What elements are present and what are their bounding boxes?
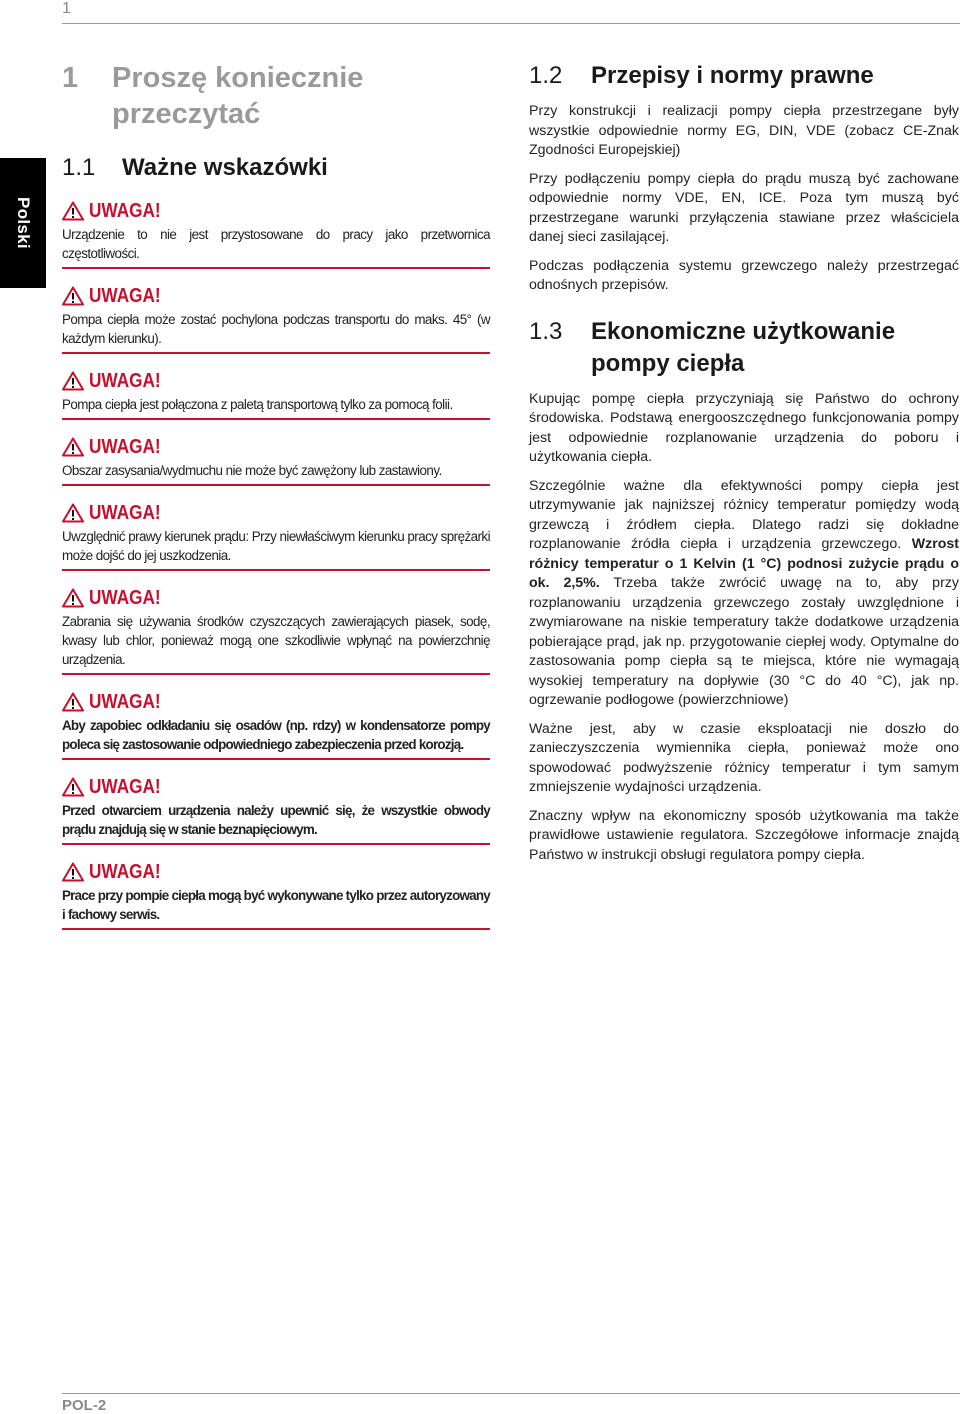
paragraph: Podczas podłączenia systemu grzewczego należy przestrzegać odnośnych przepisów.: [529, 257, 959, 293]
chapter-number: 1: [62, 62, 79, 94]
warning-header: [62, 283, 490, 309]
language-tab: [0, 158, 46, 288]
warning-header: [62, 198, 490, 224]
warning-text: Urządzenie to nie jest przystosowane do pracy jako przetwornica częstotliwości.: [62, 227, 490, 261]
warning-label: UWAGA!: [89, 369, 161, 392]
warning-text: Aby zapobiec odkładaniu się osadów (np. rdzy) w kondensatorze pompy poleca się zastosowanie odpowiedniego zabezpieczenia przed korozją.: [62, 718, 490, 752]
chapter-title: Proszę koniecznie przeczytać: [112, 62, 364, 130]
warning-text: Obszar zasysania/wydmuchu nie może być zawężony lub zastawiony.: [62, 463, 442, 478]
warning-label: UWAGA!: [89, 690, 161, 713]
warning-label: UWAGA!: [89, 501, 161, 524]
warning-header: [62, 859, 490, 885]
warning-header: [62, 774, 490, 800]
warning-triangle-icon: [62, 201, 89, 221]
paragraph: Znaczny wpływ na ekonomiczny sposób użytkowania ma także prawidłowe ustawienie regulatora. Szczegółowe informacje znajdą Państwo w instrukcji obsługi regulatora pompy ciepła.: [529, 807, 959, 863]
warning-text: Zabrania się używania środków czyszczących zawierających piasek, sodę, kwasy lub chlor, ponieważ mogą one szkodliwie wpłynąć na powierzchnię urządzenia.: [62, 614, 490, 667]
warning-block: [62, 859, 490, 930]
warning-block: [62, 585, 490, 675]
chapter-heading: [62, 60, 490, 132]
warning-header: [62, 434, 490, 460]
warning-triangle-icon: [62, 286, 89, 306]
warning-text: Prace przy pompie ciepła mogą być wykonywane tylko przez autoryzowany i fachowy serwis.: [62, 888, 490, 922]
paragraph: Kupując pompę ciepła przyczyniają się Państwo do ochrony środowiska. Podstawą energooszczędnego funkcjonowania pompy jest odpowiednie rozplanowanie urządzenia do poboru i użytkowania ciepła.: [529, 390, 959, 465]
warning-text: Uwzględnić prawy kierunek prądu: Przy niewłaściwym kierunku pracy sprężarki może dojść do jej uszkodzenia.: [62, 529, 490, 563]
left-column: [62, 60, 490, 944]
paragraph-text: Szczególnie ważne dla efektywności pompy ciepła jest utrzymywanie jak najniższej różnicy temperatur pomiędzy wodą grzewczą i źródłem ciepła. Dlatego radzi się dokładne rozplanowanie źródła ciepła i urządzenia grzewczego.: [529, 477, 959, 552]
section-title: Przepisy i normy prawne: [591, 62, 874, 89]
paragraph: [529, 477, 959, 711]
warning-triangle-icon: [62, 692, 89, 712]
warning-block: [62, 689, 490, 760]
footer-page-label: POL-2: [62, 1397, 107, 1414]
section-number: 1.3: [529, 317, 563, 345]
section-number: 1.1: [62, 154, 96, 181]
warning-header: [62, 585, 490, 611]
paragraph-text: Trzeba także zwrócić uwagę na to, aby przy rozplanowaniu urządzenia grzewczego zostały uwzględnione i zwymiarowane na niskie temperatury także dodatkowe urządzenia pobierające prąd, jak np. przygotowanie ciepłej wody. Optymalne do zastosowania pomp ciepła są te miejsca, które nie wymagają wysokiej temperatury na dopływie (30 °C do 40 °C), jak np. ogrzewanie podłogowe (powierzchniowe): [529, 575, 959, 708]
warning-block: [62, 500, 490, 571]
warning-header: [62, 368, 490, 394]
footer-rule: [62, 1393, 960, 1394]
section-title: [591, 316, 895, 380]
paragraph-emphasis: Wzrost różnicy temperatur o 1 Kelvin (1 °C) podnosi zużycie prądu o ok. 2,5%.: [529, 536, 959, 591]
warning-header: [62, 689, 490, 715]
warning-triangle-icon: [62, 371, 89, 391]
warning-triangle-icon: [62, 777, 89, 797]
warning-label: UWAGA!: [89, 199, 161, 222]
section-number: 1.2: [529, 62, 563, 89]
header-page-number: 1: [62, 0, 71, 17]
section-heading-1-2: [529, 60, 959, 92]
warning-label: UWAGA!: [89, 860, 161, 883]
warning-header: [62, 500, 490, 526]
warning-label: UWAGA!: [89, 284, 161, 307]
header-rule: [62, 23, 960, 24]
warnings-list: [62, 198, 490, 930]
section-title-line: Ekonomiczne użytkowanie: [591, 317, 896, 345]
warning-label: UWAGA!: [89, 435, 161, 458]
warning-label: UWAGA!: [89, 775, 161, 798]
section-heading-1-1: [62, 152, 490, 184]
right-column: [529, 60, 959, 874]
warning-block: [62, 283, 490, 354]
warning-block: [62, 198, 490, 269]
warning-triangle-icon: [62, 503, 89, 523]
warning-text: Pompa ciepła może zostać pochylona podczas transportu do maks. 45° (w każdym kierunku).: [62, 312, 490, 346]
paragraph: Ważne jest, aby w czasie eksploatacji nie doszło do zanieczyszczenia wymiennika ciepła, ponieważ może ono spowodować podwyższenie różnicy temperatur i tym samym zmniejszenie wydajności urządzenia.: [529, 720, 959, 795]
language-tab-label: Polski: [14, 197, 34, 249]
section-heading-1-3: [529, 316, 959, 380]
section-title-line: pompy ciepła: [591, 349, 745, 377]
section-title: Ważne wskazówki: [122, 154, 328, 181]
warning-label: UWAGA!: [89, 586, 161, 609]
warning-triangle-icon: [62, 588, 89, 608]
warning-block: [62, 368, 490, 420]
warning-text: Pompa ciepła jest połączona z paletą transportową tylko za pomocą folii.: [62, 397, 453, 412]
warning-block: [62, 774, 490, 845]
warning-triangle-icon: [62, 437, 89, 457]
paragraph: Przy podłączeniu pompy ciepła do prądu muszą być zachowane odpowiednie normy VDE, EN, ICE. Poza tym muszą być przestrzegane warunki przyłączenia stawiane przez właściciela danej sieci zasilającej.: [529, 170, 959, 245]
warning-triangle-icon: [62, 862, 89, 882]
paragraph: Przy konstrukcji i realizacji pompy ciepła przestrzegane były wszystkie odpowiednie normy EG, DIN, VDE (zobacz CE-Znak Zgodności Europejskiej): [529, 103, 959, 158]
warning-block: [62, 434, 490, 486]
warning-text: Przed otwarciem urządzenia należy upewnić się, że wszystkie obwody prądu znajdują się w stanie beznapięciowym.: [62, 803, 490, 837]
